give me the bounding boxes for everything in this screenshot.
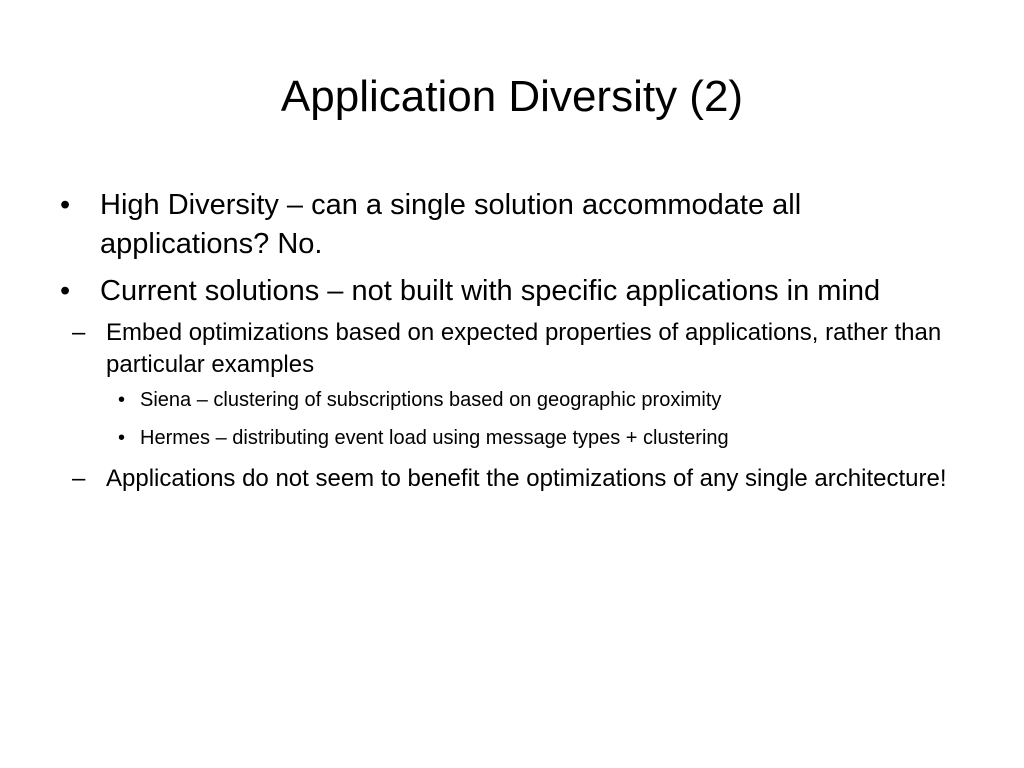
bullet-text: Current solutions – not built with specific applications in mind bbox=[100, 275, 881, 307]
bullet-marker: • bbox=[60, 189, 71, 221]
sub-sub-bullet-item-hermes bbox=[118, 425, 956, 451]
sub-bullet-text: Embed optimizations based on expected properties of applications, rather than particular examples bbox=[106, 319, 942, 378]
sub-sub-bullet-list bbox=[118, 387, 956, 451]
sub-sub-bullet-text: Hermes – distributing event load using message types + clustering bbox=[140, 427, 729, 449]
bullet-item-high-diversity bbox=[56, 186, 956, 264]
dash-marker: – bbox=[72, 319, 86, 346]
bullet-item-current-solutions bbox=[56, 272, 956, 495]
dash-marker: – bbox=[72, 465, 86, 492]
bullet-marker: • bbox=[118, 427, 126, 449]
bullet-text: High Diversity – can a single solution accommodate all applications? No. bbox=[100, 189, 802, 260]
sub-sub-bullet-item-siena bbox=[118, 387, 956, 413]
sub-bullet-item-applications-benefit bbox=[72, 463, 956, 495]
sub-sub-bullet-text: Siena – clustering of subscriptions based on geographic proximity bbox=[140, 389, 722, 411]
sub-bullet-list bbox=[72, 317, 956, 495]
bullet-marker: • bbox=[118, 389, 126, 411]
bullet-list bbox=[56, 186, 956, 503]
sub-bullet-item-embed-optimizations bbox=[72, 317, 956, 451]
bullet-marker: • bbox=[60, 275, 71, 307]
slide-title: Application Diversity (2) bbox=[280, 72, 744, 121]
sub-bullet-text: Applications do not seem to benefit the optimizations of any single architecture! bbox=[106, 465, 947, 492]
